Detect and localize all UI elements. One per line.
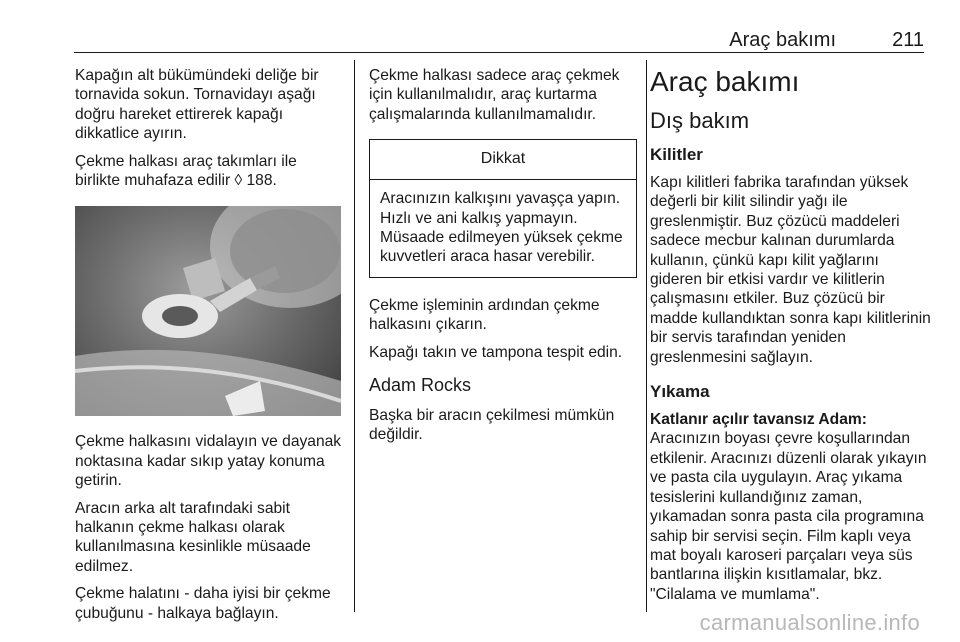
paragraph: Çekme halkası sadece araç çekmek için kullanılmalıdır, araç kurtarma çalışmalarında kullanılmamalıdır. <box>369 67 620 123</box>
column-divider-1 <box>354 60 355 612</box>
paragraph: Çekme halkası araç takımları ile birlikte muhafaza edilir ◊ 188. <box>75 152 297 190</box>
paragraph: Çekme halkasını vidalayın ve dayanak noktasına kadar sıkıp yatay konuma getirin. <box>75 433 342 490</box>
section-title: Dış bakım <box>650 108 750 133</box>
watermark: carmanualsonline.info <box>699 610 920 635</box>
paragraph: Kapı kilitleri fabrika tarafından yüksek değerli bir kilit silindir yağı ile greslenmiştir. Buz çözücü maddeleri sadece mecbur kalınan durumlarda kullanın, çünkü kapı kilit yağlarını gideren bir etkisi vardır ve kilitlerin çalışmasını etkiler. Buz çözücü bir madde kullandıktan sonra kapı kilitlerinin bir servis tarafından yeniden greslenmesini sağlayın. <box>650 174 931 366</box>
paragraph: Kapağın alt bükümündeki deliğe bir tornavida sokun. Tornavidayı aşağı doğru hareket ettirerek kapağı dikkatlice ayırın. <box>75 67 319 143</box>
subheading-adam-rocks: Adam Rocks <box>369 375 472 396</box>
chapter-title: Araç bakımı <box>650 66 800 97</box>
paragraph: Kapağı takın ve tampona tespit edin. <box>369 343 623 361</box>
column-1 <box>75 66 343 631</box>
tow-eye-photo <box>75 206 341 416</box>
column-2 <box>369 66 637 453</box>
warning-box <box>369 139 637 278</box>
washing-text: Aracınızın boyası çevre koşullarından etkilenir. Aracınızı düzenli olarak yıkayın ve pasta cila uygulayın. Araç yıkama tesislerini kullandığınız zaman, yıkamadan sonra pasta cila programına sahip bir servisi seçin. Film kaplı veya mat boyalı karoseri parçaları veya süs bantlarına ilişkin kısıtlamalar, bkz. "Cilalama ve mumlama". <box>650 430 927 603</box>
washing-lead: Katlanır açılır tavansız Adam: <box>650 411 867 429</box>
tow-eye-illustration <box>75 206 341 416</box>
paragraph: Çekme işleminin ardından çekme halkasını çıkarın. <box>369 296 600 334</box>
column-3 <box>650 66 935 612</box>
warning-title: Dikkat <box>370 140 636 180</box>
paragraph: Çekme halatını - daha iyisi bir çekme çubuğunu - halkaya bağlayın. <box>75 585 331 622</box>
subsection-locks: Kilitler <box>650 145 703 164</box>
page-number: 211 <box>892 29 924 51</box>
paragraph <box>650 410 935 604</box>
paragraph: Başka bir aracın çekilmesi mümkün değildir. <box>369 407 615 444</box>
page-header <box>74 28 924 52</box>
subsection-washing: Yıkama <box>650 382 710 402</box>
header-rule <box>74 52 924 53</box>
header-section-title: Araç bakımı <box>729 29 836 51</box>
paragraph: Aracın arka alt tarafındaki sabit halkanın çekme halkası olarak kullanılmasına kesinlikle müsaade edilmez. <box>75 499 311 575</box>
column-divider-2 <box>646 60 647 612</box>
warning-text: Aracınızın kalkışını yavaşça yapın. Hızlı ve ani kalkış yapmayın. Müsaade edilmeyen yüksek çekme kuvvetleri araca hasar verebilir. <box>380 190 623 266</box>
